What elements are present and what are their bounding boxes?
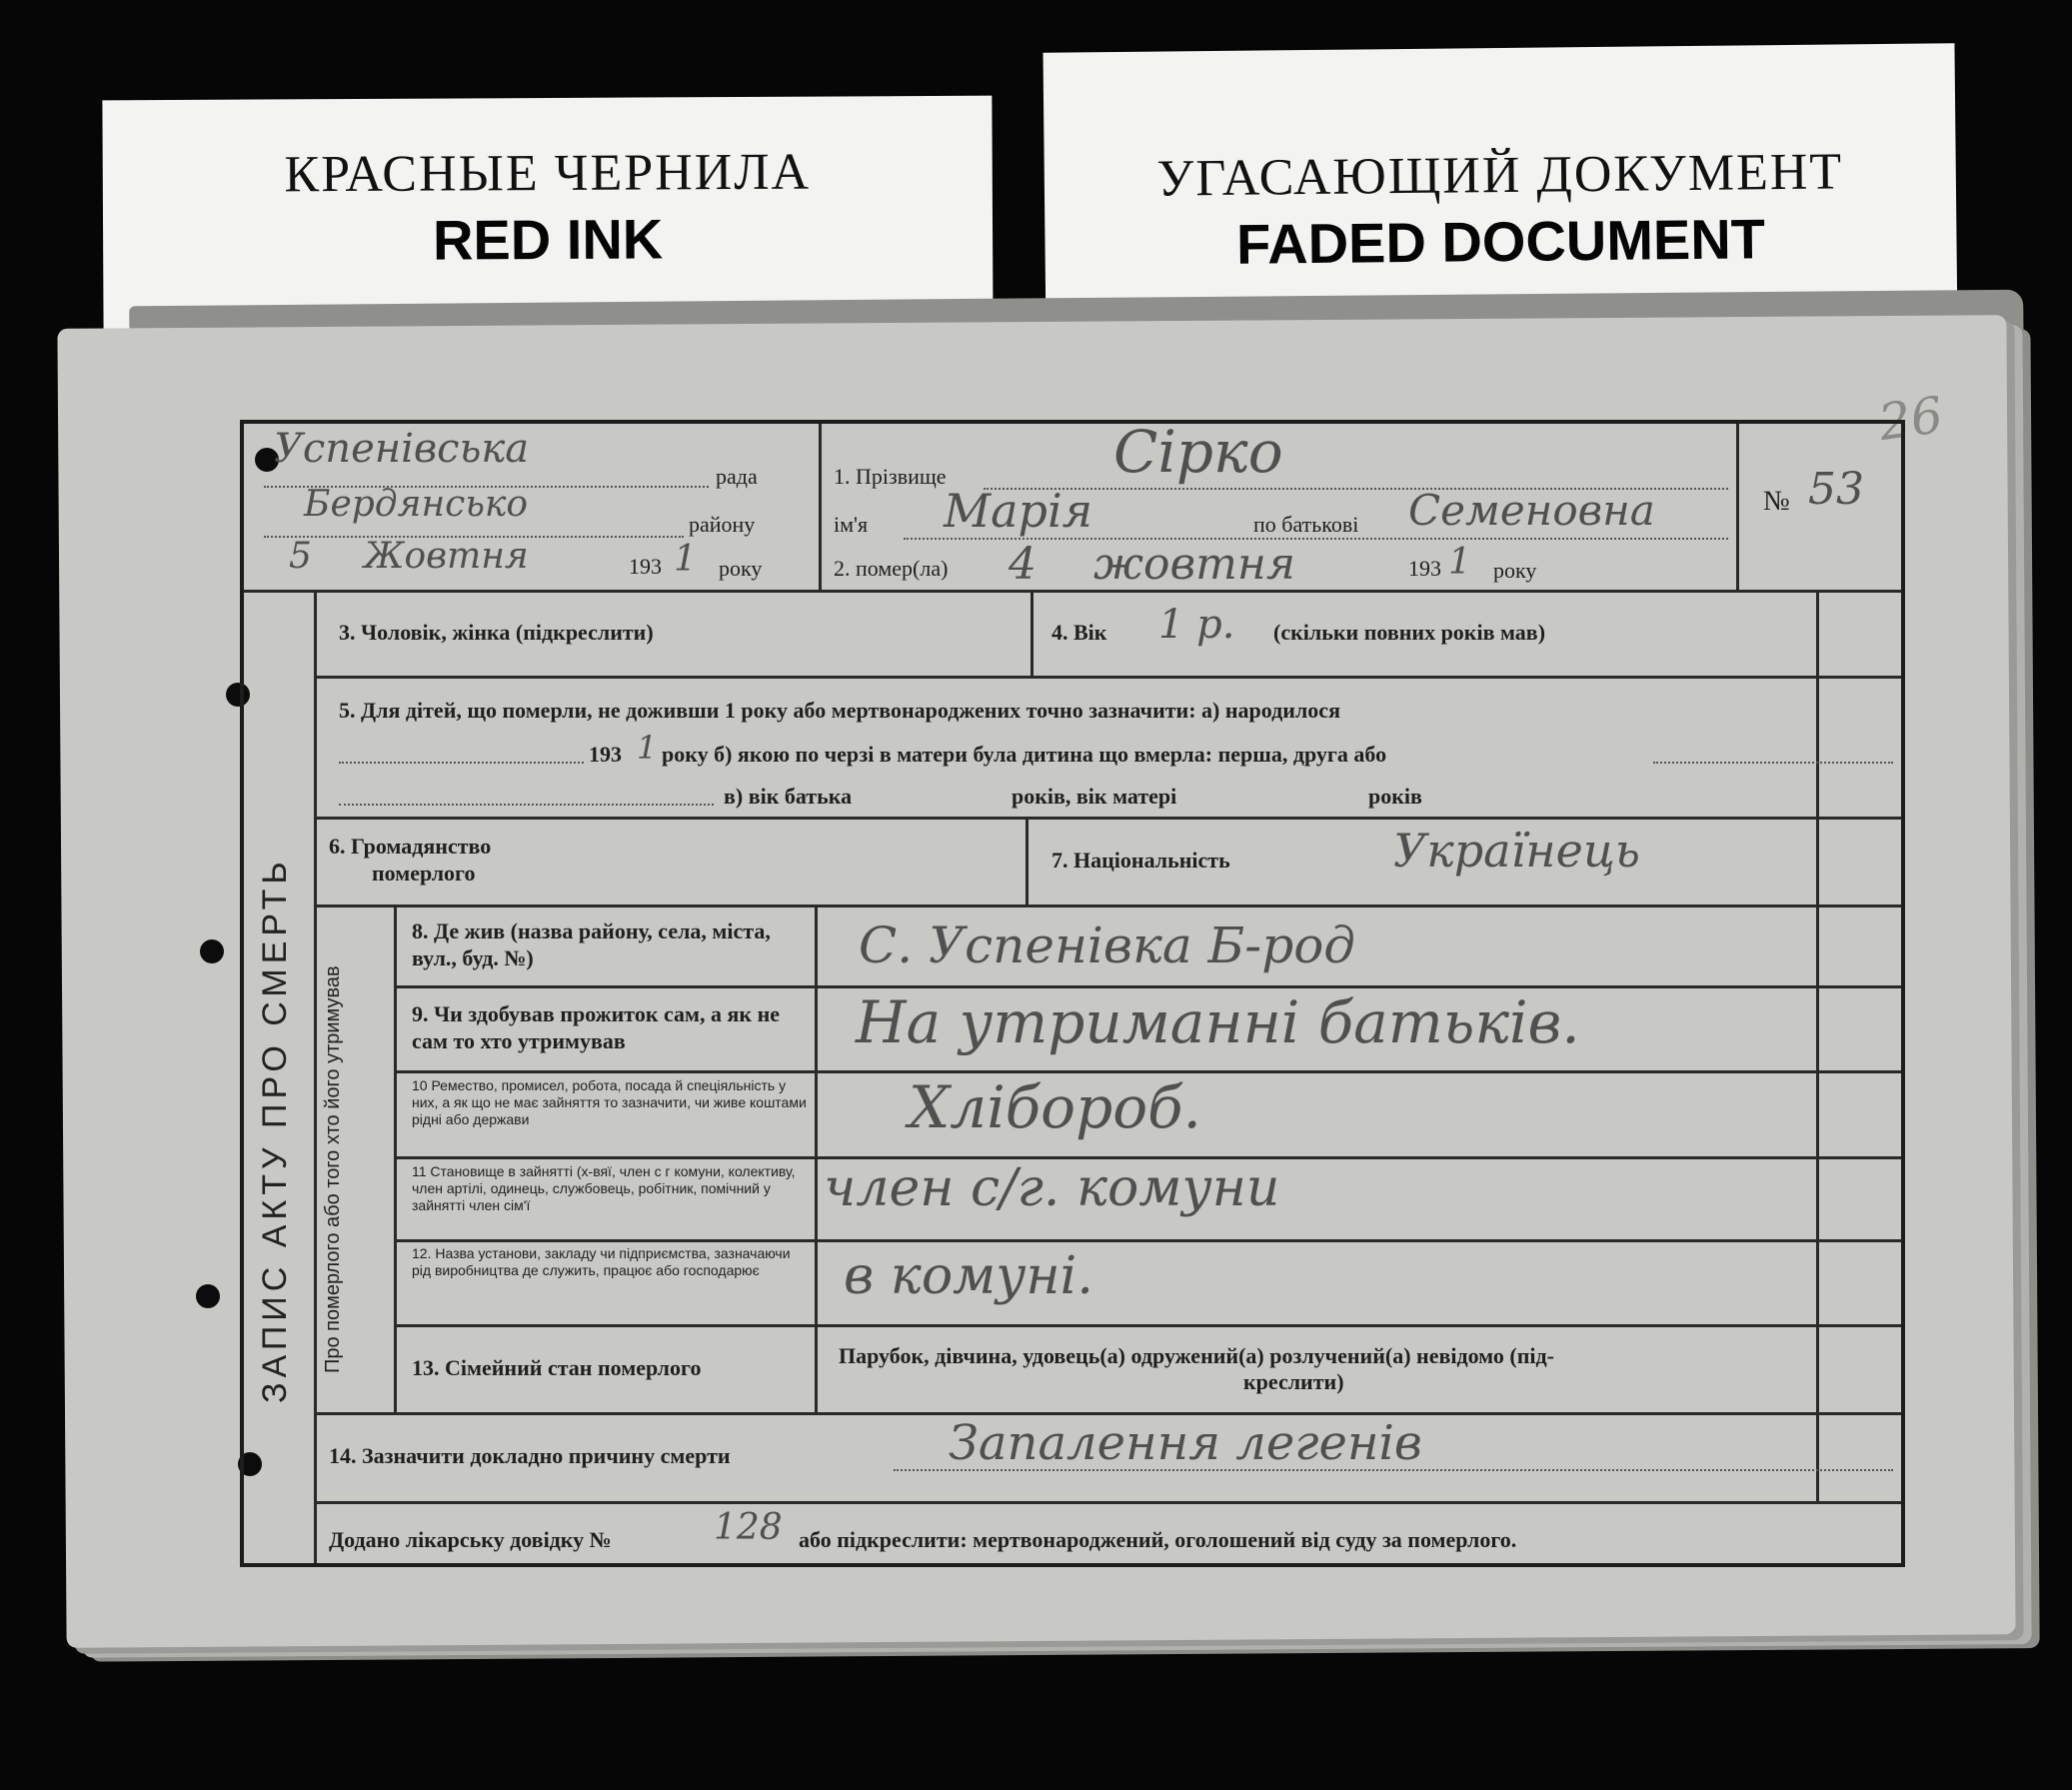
field5-line2: року б) якою по черзі в матери була дитина що вмерла: перша, друга або [662,742,1387,767]
hw-livelihood: На утриманні батьків. [856,988,1580,1056]
number-label: № [1763,486,1790,517]
field6-label: 6. Громадянство [329,834,492,859]
hw-death-day: 4 [1009,539,1036,590]
reg-year-prefix: 193 [629,554,662,579]
po-batkovi-label: по батькові [1253,512,1359,537]
hw-reg-month: Жовтня [364,536,529,577]
field5-line3c: років [1368,784,1422,809]
hw-age: 1 р. [1158,602,1235,648]
rada-label: рада [716,464,758,489]
hw-reg-year: 1 [674,539,697,580]
field12-label: 12. Назва установи, закладу чи підприємства, зазначаючи рід виробництва де служить, працює або господарює [412,1245,791,1278]
field10-label: 10 Ремество, промисел, робота, посада й спеціяльність у них, а як що не має зайняття то зазначити, чи живе коштами рідні або держави [412,1077,807,1127]
footer-note: або підкреслити: мертвонароджений, оголошений від суду за померлого. [799,1527,1517,1552]
field5-line3: в) вік батька [724,784,853,809]
field4-label: 4. Вік [1051,620,1107,645]
punch-hole [200,939,224,963]
field13-options: Парубок, дівчина, удовець(а) одружений(а) розлучений(а) невідомо (під- [839,1343,1554,1368]
punch-hole [196,1284,220,1308]
field11-label: 11 Становище в зайнятті (х-вяї, член с г комуни, колективу, член артілі, одинець, службовець, робітник, помічний у зайнятті член сім'ї [412,1163,796,1213]
field2-year-prefix: 193 [1408,556,1441,581]
hw-name: Марія [944,484,1093,538]
rayon-label: району [689,512,756,537]
hw-cause-of-death: Запалення легенів [949,1415,1422,1471]
hw-rada: Успенівська [274,426,530,472]
hw-reg-day: 5 [289,536,312,577]
hw-death-year: 1 [1448,542,1471,583]
field5-year-prefix: 193 [589,742,622,767]
hw-surname: Сірко [1113,418,1283,486]
field5-line1: 5. Для дітей, що померли, не доживши 1 року або мертвонароджених точно зазначити: а) народилося [339,698,1340,723]
hw-record-number: 53 [1808,464,1864,515]
field5-line3b: років, вік матері [1012,784,1177,809]
hw-residence: С. Успенівка Б-род [859,916,1355,974]
footer-certificate-label: Додано лікарську довідку № [329,1527,612,1552]
corner-number: 26 [1875,385,1947,453]
red-ink-label-ru: КРАСНЫЕ ЧЕРНИЛА [284,143,812,204]
field9-label: 9. Чи здобував прожиток сам, а як не сам то хто утримував [412,1001,781,1053]
hw-occupation: Хлібороб. [909,1073,1201,1141]
field8-label: 8. Де жив (назва району, села, міста, вул., буд. №) [412,918,771,970]
hw-nationality: Українець [1393,824,1640,878]
hw-patronymic: Семеновна [1408,486,1655,535]
red-ink-label-en: RED INK [432,207,664,272]
field14-label: 14. Зазначити докладно причину смерти [329,1443,731,1468]
field3-sex: 3. Чоловік, жінка (підкреслити) [339,620,654,645]
field2-roku: року [1493,558,1537,583]
field7-label: 7. Національність [1051,848,1230,873]
side-title: ЗАПИС АКТУ ПРО СМЕРТЬ [256,857,294,1403]
field4-note: (скільки повних років мав) [1273,620,1546,645]
imya-label: ім'я [834,512,869,537]
field2-label: 2. помер(ла) [834,556,949,581]
hw-field5-year: 1 [637,729,658,767]
hw-rayon: Бердянсько [304,484,529,525]
hw-status: член с/г. комуни [824,1158,1280,1218]
reg-roku-label: року [719,556,763,581]
field6-label-b: померлого [372,861,476,886]
death-record-form [240,420,1905,1567]
hw-workplace: в комуні. [844,1246,1093,1306]
hw-certificate-number: 128 [714,1507,783,1548]
field13-options2: креслити) [1243,1369,1344,1394]
faded-label-ru: УГАСАЮЩИЙ ДОКУМЕНТ [1156,143,1844,208]
field1-label: 1. Прізвище [834,464,947,489]
faded-label-en: FADED DOCUMENT [1235,207,1766,276]
hw-death-month: жовтня [1093,539,1295,590]
side-subtitle: Про померлого або того хто його утримував [322,965,344,1373]
field13-label: 13. Сімейний стан померлого [412,1355,702,1380]
